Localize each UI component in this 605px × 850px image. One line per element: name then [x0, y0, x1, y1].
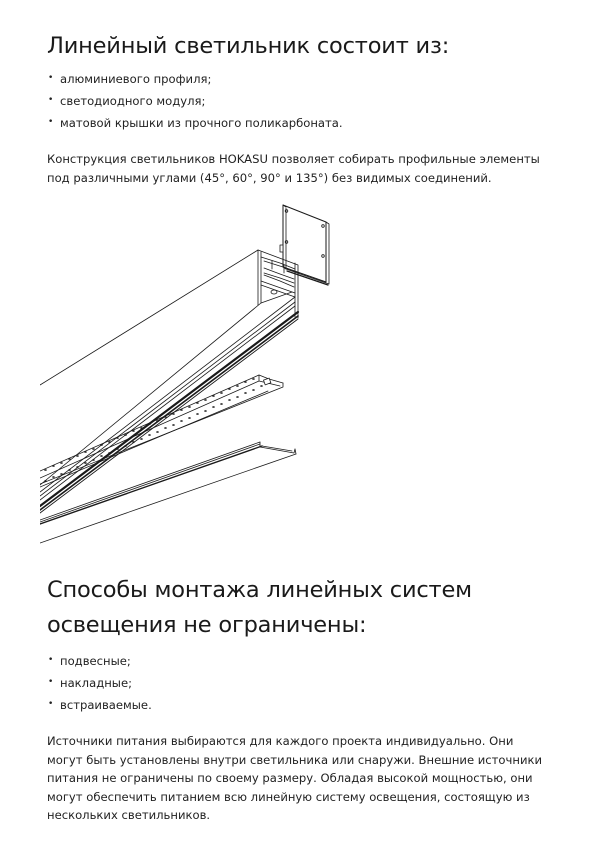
list-item	[47, 694, 152, 716]
paragraph-line: Конструкция светильников HOKASU позволяет собирать профильные элементы	[47, 152, 540, 166]
bullet-icon: •	[48, 655, 54, 665]
paragraph-line: могут быть установлены внутри светильника или снаружи. Внешние источники	[47, 752, 543, 767]
mounting-list	[47, 650, 152, 716]
list-item-text: алюминиевого профиля;	[60, 72, 212, 86]
paragraph-line: нескольких светильников.	[47, 808, 211, 822]
construction-paragraph	[47, 150, 567, 187]
bullet-icon: •	[48, 73, 54, 83]
paragraph-line: Источники питания выбираются для каждого проекта индивидуально. Они	[47, 734, 514, 748]
led-module-drawing	[40, 375, 283, 487]
list-item	[47, 112, 343, 134]
paragraph-line: питания не ограничены по своему размеру. Обладая высокой мощностью, они	[47, 771, 533, 785]
paragraph-line: могут обеспечить питанием всю линейную систему освещения, состоящую из	[47, 789, 530, 804]
end-cap-drawing	[280, 205, 329, 285]
luminaire-exploded-illustration	[40, 195, 370, 555]
bullet-icon: •	[48, 95, 54, 105]
paragraph-line: под различными углами (45°, 60°, 90° и 135°) без видимых соединений.	[47, 170, 492, 185]
title-line: Способы монтажа линейных систем	[47, 577, 472, 603]
list-item-text: подвесные;	[60, 654, 131, 668]
list-item-text: светодиодного модуля;	[60, 94, 206, 108]
list-item	[47, 672, 152, 694]
section-title-mounting	[47, 573, 472, 643]
list-item	[47, 90, 343, 112]
composition-list	[47, 68, 343, 134]
diffuser-drawing	[40, 442, 296, 543]
bullet-icon: •	[48, 677, 54, 687]
list-item-text: встраиваемые.	[60, 698, 152, 712]
bullet-icon: •	[48, 117, 54, 127]
aluminum-profile-drawing	[40, 250, 298, 513]
section-title-composition: Линейный светильник состоит из:	[47, 33, 450, 59]
list-item-text: матовой крышки из прочного поликарбоната.	[60, 116, 343, 130]
list-item-text: накладные;	[60, 676, 132, 690]
list-item	[47, 650, 152, 672]
power-supply-paragraph	[47, 732, 567, 825]
title-line: освещения не ограничены:	[47, 612, 367, 638]
bullet-icon: •	[48, 699, 54, 709]
list-item	[47, 68, 343, 90]
